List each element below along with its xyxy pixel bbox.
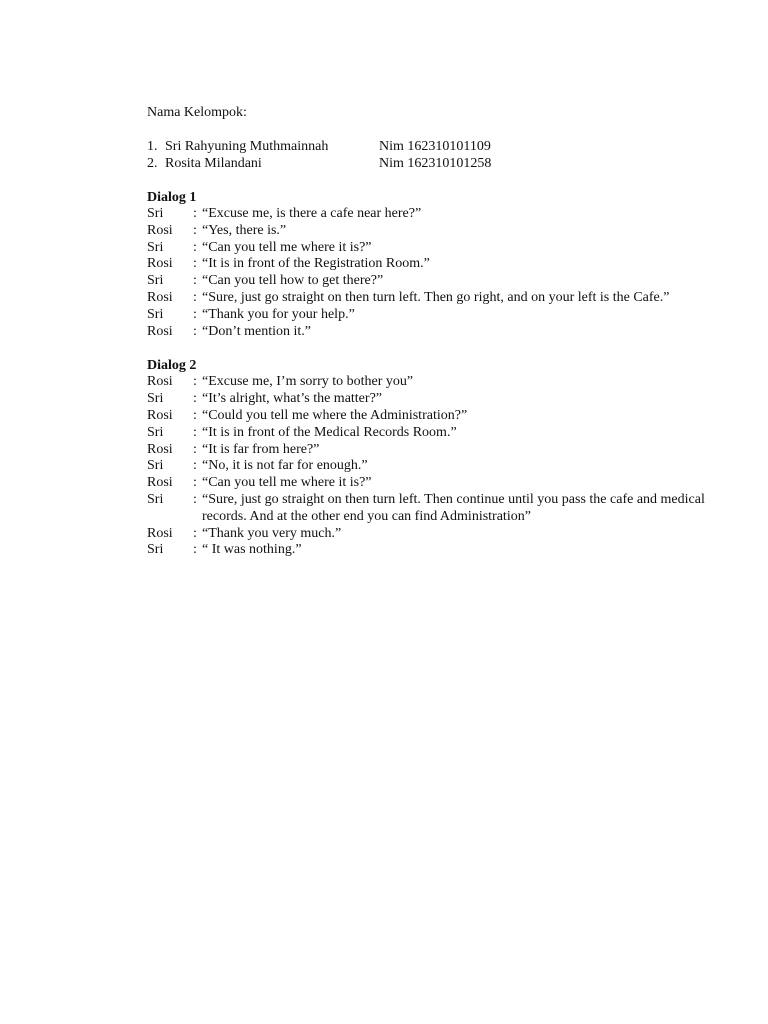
dialog-line	[147, 206, 707, 223]
dialog-line	[147, 223, 707, 240]
dialog-text: “Thank you for your help.”	[202, 306, 355, 322]
colon-separator: :	[193, 306, 197, 322]
speaker-name: Rosi	[147, 441, 173, 457]
speaker-name: Sri	[147, 458, 164, 474]
dialog-text: “It is in front of the Medical Records Room.”	[202, 424, 457, 440]
dialog-line	[147, 374, 707, 391]
dialog-text: “Sure, just go straight on then turn left. Then continue until you pass the cafe and medical records. And at the other end you can find Administration”	[202, 491, 705, 524]
dialog-text: “Can you tell me where it is?”	[202, 239, 372, 255]
speaker-name: Rosi	[147, 222, 173, 238]
dialog-text: “Sure, just go straight on then turn left. Then go right, and on your left is the Cafe.”	[202, 289, 670, 305]
speaker-name: Rosi	[147, 289, 173, 305]
member-row	[147, 155, 707, 172]
dialog-line	[147, 408, 707, 425]
dialog-text: “It is in front of the Registration Room.”	[202, 256, 430, 272]
member-nim: Nim 162310101258	[379, 156, 492, 171]
dialog-line	[147, 256, 707, 273]
dialog-line	[147, 425, 707, 442]
dialog-line	[147, 458, 707, 475]
dialog-line	[147, 475, 707, 492]
dialog-line	[147, 542, 707, 559]
colon-separator: :	[193, 239, 197, 255]
colon-separator: :	[193, 475, 197, 491]
dialog-line	[147, 240, 707, 257]
colon-separator: :	[193, 222, 197, 238]
dialog-text: “Excuse me, is there a cafe near here?”	[202, 206, 422, 221]
dialog-title: Dialog 2	[147, 358, 197, 374]
speaker-name: Sri	[147, 239, 164, 255]
dialog-1	[147, 189, 707, 340]
speaker-name: Sri	[147, 391, 164, 407]
member-list	[147, 138, 707, 172]
colon-separator: :	[193, 323, 197, 339]
speaker-name: Sri	[147, 424, 164, 440]
speaker-name: Sri	[147, 273, 164, 289]
colon-separator: :	[193, 542, 197, 558]
dialog-text: “Thank you very much.”	[202, 525, 342, 541]
colon-separator: :	[193, 289, 197, 305]
colon-separator: :	[193, 391, 197, 407]
member-number: 1.	[147, 139, 158, 154]
speaker-name: Rosi	[147, 256, 173, 272]
speaker-name: Rosi	[147, 475, 173, 491]
colon-separator: :	[193, 407, 197, 423]
dialog-text: “It’s alright, what’s the matter?”	[202, 391, 382, 407]
group-heading: Nama Kelompok:	[147, 105, 247, 120]
dialog-2	[147, 357, 707, 559]
dialog-text: “Could you tell me where the Administration?”	[202, 407, 468, 423]
dialog-text: “It is far from here?”	[202, 441, 320, 457]
document-page	[147, 104, 707, 559]
member-nim: Nim 162310101109	[379, 139, 491, 154]
dialog-line	[147, 391, 707, 408]
speaker-name: Rosi	[147, 374, 173, 390]
dialog-text: “Can you tell how to get there?”	[202, 273, 384, 289]
dialog-text: “Yes, there is.”	[202, 222, 287, 238]
speaker-name: Sri	[147, 206, 164, 221]
dialog-text: “ It was nothing.”	[202, 542, 302, 558]
dialog-text: “No, it is not far for enough.”	[202, 458, 368, 474]
colon-separator: :	[193, 525, 197, 541]
dialog-line	[147, 526, 707, 543]
speaker-name: Sri	[147, 542, 164, 558]
dialog-line	[147, 324, 707, 341]
speaker-name: Rosi	[147, 323, 173, 339]
speaker-name: Sri	[147, 491, 164, 507]
dialog-line	[147, 273, 707, 290]
member-number: 2.	[147, 156, 158, 171]
dialog-text: “Don’t mention it.”	[202, 323, 311, 339]
speaker-name: Rosi	[147, 525, 173, 541]
dialog-line	[147, 307, 707, 324]
dialog-text: “Excuse me, I’m sorry to bother you”	[202, 374, 414, 390]
dialog-title: Dialog 1	[147, 190, 197, 205]
colon-separator: :	[193, 458, 197, 474]
member-row	[147, 138, 707, 155]
colon-separator: :	[193, 273, 197, 289]
colon-separator: :	[193, 424, 197, 440]
dialog-line	[147, 492, 707, 526]
dialog-line	[147, 442, 707, 459]
colon-separator: :	[193, 206, 197, 221]
colon-separator: :	[193, 256, 197, 272]
speaker-name: Sri	[147, 306, 164, 322]
speaker-name: Rosi	[147, 407, 173, 423]
member-name: Rosita Milandani	[165, 156, 262, 171]
dialog-line	[147, 290, 707, 307]
colon-separator: :	[193, 374, 197, 390]
member-name: Sri Rahyuning Muthmainnah	[165, 139, 329, 154]
dialog-text: “Can you tell me where it is?”	[202, 475, 372, 491]
colon-separator: :	[193, 491, 197, 507]
colon-separator: :	[193, 441, 197, 457]
